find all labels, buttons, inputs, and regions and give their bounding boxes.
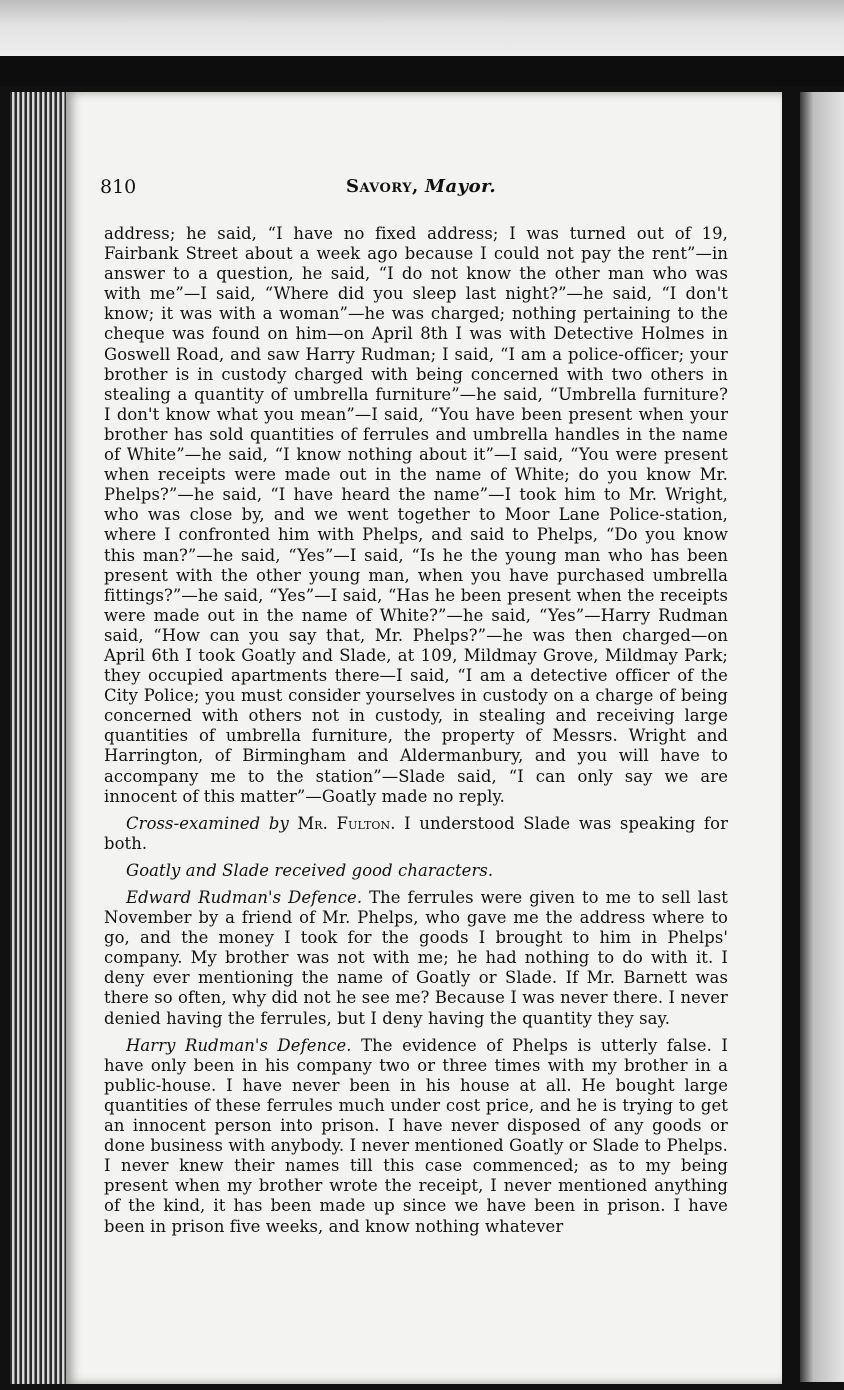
edward-defence-paragraph xyxy=(104,888,728,1029)
facing-page-edge xyxy=(800,92,844,1382)
edward-defence-text: The ferrules were given to me to sell last November by a friend of Mr. Phelps, who gave me the address where to go, and the money I took for the goods I brought to him in Phelps' company. My brother was not with me; he had nothing to do with it. I deny ever mentioning the name of Goatly or Slade. If Mr. Barnett was there so often, why did not he see me? Because I was never there. I never denied having the ferrules, but I deny having the quantity they say. xyxy=(104,888,728,1028)
scan-top-margin xyxy=(0,0,844,62)
harry-defence-paragraph xyxy=(104,1036,728,1237)
page-number: 810 xyxy=(100,176,137,198)
book-top-edge xyxy=(0,56,844,88)
page-header xyxy=(100,176,700,206)
cross-examination-text: I understood Slade was speaking for both. xyxy=(104,813,729,853)
edward-defence-label: Edward Rudman's Defence. xyxy=(126,888,363,907)
page-body xyxy=(104,224,728,1237)
cross-examination-paragraph xyxy=(104,814,728,854)
running-head-title: Mayor. xyxy=(425,176,497,197)
character-note: Goatly and Slade received good characters. xyxy=(126,860,494,880)
running-head xyxy=(346,176,496,197)
harry-defence-label: Harry Rudman's Defence. xyxy=(126,1035,352,1055)
cross-examined-label: Cross-examined by xyxy=(126,813,289,833)
running-head-name: Savory, xyxy=(346,176,419,197)
testimony-paragraph: address; he said, “I have no fixed address; I was turned out of 19, Fairbank Street about a week ago because I could not pay the rent”—in answer to a question, he said, “I do not know the other man who was with me”—I said, “Where did you sleep last night?”—he said, “I don't know; it was with a woman”—he was charged; nothing pertaining to the cheque was found on him—on April 8th I was with Detective Holmes in Goswell Road, and saw Harry Rudman; I said, “I am a police-officer; your brother is in custody charged with being concerned with two others in stealing a quantity of umbrella furniture”—he said, “Umbrella furniture? I don't know what you mean”—I said, “You have been present when your brother has sold quantities of ferrules and umbrella handles in the name of White”—he said, “I know nothing about it”—I said, “You were present when receipts were made out in the name of White; do you know Mr. Phelps?”—he said, “I have heard the name”—I took him to Mr. Wright, who was close by, and we went together to Moor Lane Police-station, where I confronted him with Phelps, and said to Phelps, “Do you know this man?”—he said, “Yes”—I said, “Is he the young man who has been present with the other young man, when you have purchased umbrella fittings?”—he said, “Yes”—I said, “Has he been present when the receipts were made out in the name of White?”—he said, “Yes”—Harry Rudman said, “How can you say that, Mr. Phelps?”—he was then charged—on April 6th I took Goatly and Slade, at 109, Mildmay Grove, Mildmay Park; they occupied apartments there—I said, “I am a detective officer of the City Police; you must consider yourselves in custody on a charge of being concerned with others not in custody, in stealing and receiving large quantities of umbrella furniture, the property of Messrs. Wright and Harrington, of Birmingham and Aldermanbury, and you will have to accompany me to the station”—Slade said, “I can only say we are innocent of this matter”—Goatly made no reply. xyxy=(104,224,728,806)
counsel-name: Mr. Fulton. xyxy=(297,813,396,833)
harry-defence-text: The evidence of Phelps is utterly false. I have only been in his company two or three times with my brother in a public-house. I have never been in his house at all. He bought large quantities of these ferrules much under cost price, and he is trying to get an innocent person into prison. I have never disposed of any goods or done business with anybody. I never mentioned Goatly or Slade to Phelps. I never knew their names till this case commenced; as to my being present when my brother wrote the receipt, I never mentioned anything of the kind, it has been made up since we have been in prison. I have been in prison five weeks, and know nothing whatever xyxy=(104,1035,728,1236)
